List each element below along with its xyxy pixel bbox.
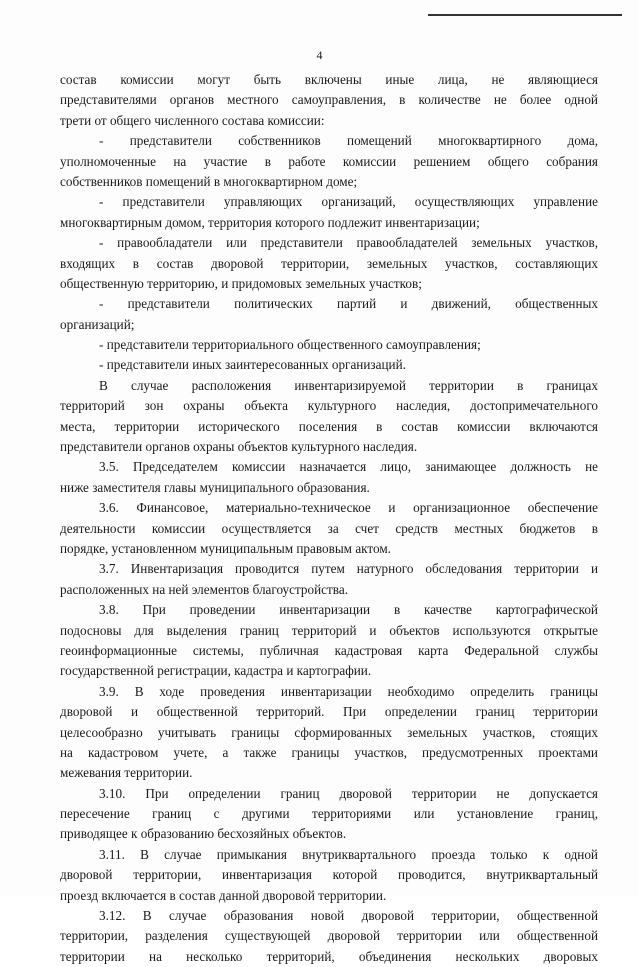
text-line: - представители политических партий и движений, общественных <box>99 296 598 312</box>
text-line: - представители управляющих организаций, осуществляющих управление <box>99 194 598 210</box>
text-line: В случае расположения инвентаризируемой территории в границах <box>99 377 598 393</box>
page-number: 4 <box>316 48 323 62</box>
text-line: собственников помещений в многоквартирном доме; <box>60 173 358 189</box>
text-line: трети от общего численного состава комиссии: <box>60 112 325 128</box>
text-line: дворовой и общественной территорий. При определении границ территории <box>60 704 598 720</box>
text-line: на кадастровом учете, а также границы участков, предусмотренных проектами <box>60 744 598 760</box>
text-line: проезд включается в состав данной дворовой территории. <box>60 887 387 903</box>
text-line: пересечение границ с другими территориями или установление границ, <box>60 806 598 822</box>
text-line: 3.9. В ходе проведения инвентаризации необходимо определить границы <box>99 683 598 699</box>
text-line: территории на несколько территорий, объединения нескольких дворовых <box>60 948 598 964</box>
text-line: дворовой территории, инвентаризация которой проводится, внутриквартальный <box>60 867 598 883</box>
text-line: расположенных на ней элементов благоустройства. <box>60 581 348 597</box>
text-line: состав комиссии могут быть включены иные лица, не являющиеся <box>60 72 598 87</box>
text-line: 3.8. При проведении инвентаризации в качестве картографической <box>99 602 598 618</box>
top-rule-line <box>428 14 622 16</box>
text-line: организаций; <box>60 316 135 332</box>
text-line: 3.6. Финансовое, материально-техническое и организационное обеспечение <box>99 500 598 516</box>
text-line: общественную территорию, и придомовых земельных участков; <box>60 275 422 291</box>
text-line: входящих в состав дворовой территории, земельных участков, составляющих <box>60 255 598 271</box>
text-line: представители органов охраны объектов культурного наследия. <box>60 439 418 455</box>
text-line: ниже заместителя главы муниципального образования. <box>60 479 370 495</box>
text-line: многоквартирным домом, территория которого подлежит инвентаризации; <box>60 214 480 230</box>
text-line: 3.5. Председателем комиссии назначается лицо, занимающее должность не <box>99 459 598 475</box>
text-line: приводящее к образованию бесхозяйных объектов. <box>60 826 347 842</box>
text-line: места, территории исторического поселения в состав комиссии включаются <box>60 418 598 434</box>
text-line: порядке, установленном муниципальным правовым актом. <box>60 540 391 556</box>
text-line: уполномоченные на участие в работе комиссии решением общего собрания <box>60 153 598 169</box>
text-line: 3.10. При определении границ дворовой территории не допускается <box>99 785 598 801</box>
body-text <box>60 70 598 967</box>
text-line: представителями органов местного самоуправления, в количестве не более одной <box>60 92 598 108</box>
text-line: деятельности комиссии осуществляется за счет средств местных бюджетов в <box>60 520 598 536</box>
text-line: государственной регистрации, кадастра и картографии. <box>60 663 372 679</box>
text-line: территории, разделения существующей дворовой территории или общественной <box>60 928 598 944</box>
text-line: геоинформационные системы, публичная кадастровая карта Федеральной службы <box>60 642 598 658</box>
text-line: - представители собственников помещений многоквартирного дома, <box>99 133 598 149</box>
text-line: территорий зон охраны объекта культурного наследия, достопримечательного <box>60 398 598 414</box>
text-line: подосновы для выделения границ территорий и объектов используются открытые <box>60 622 598 638</box>
text-line: 3.7. Инвентаризация проводится путем натурного обследования территории и <box>99 561 598 577</box>
text-line: - представители иных заинтересованных организаций. <box>99 357 406 373</box>
text-line: целесообразно учитывать границы сформированных земельных участков, стоящих <box>60 724 598 740</box>
text-line: 3.12. В случае образования новой дворовой территории, общественной <box>99 908 598 924</box>
text-line: 3.11. В случае примыкания внутриквартального проезда только к одной <box>99 846 598 862</box>
text-line: - правообладатели или представители правообладателей земельных участков, <box>99 235 598 251</box>
text-line: - представители территориального общественного самоуправления; <box>99 337 481 353</box>
text-line: межевания территории. <box>60 765 193 781</box>
